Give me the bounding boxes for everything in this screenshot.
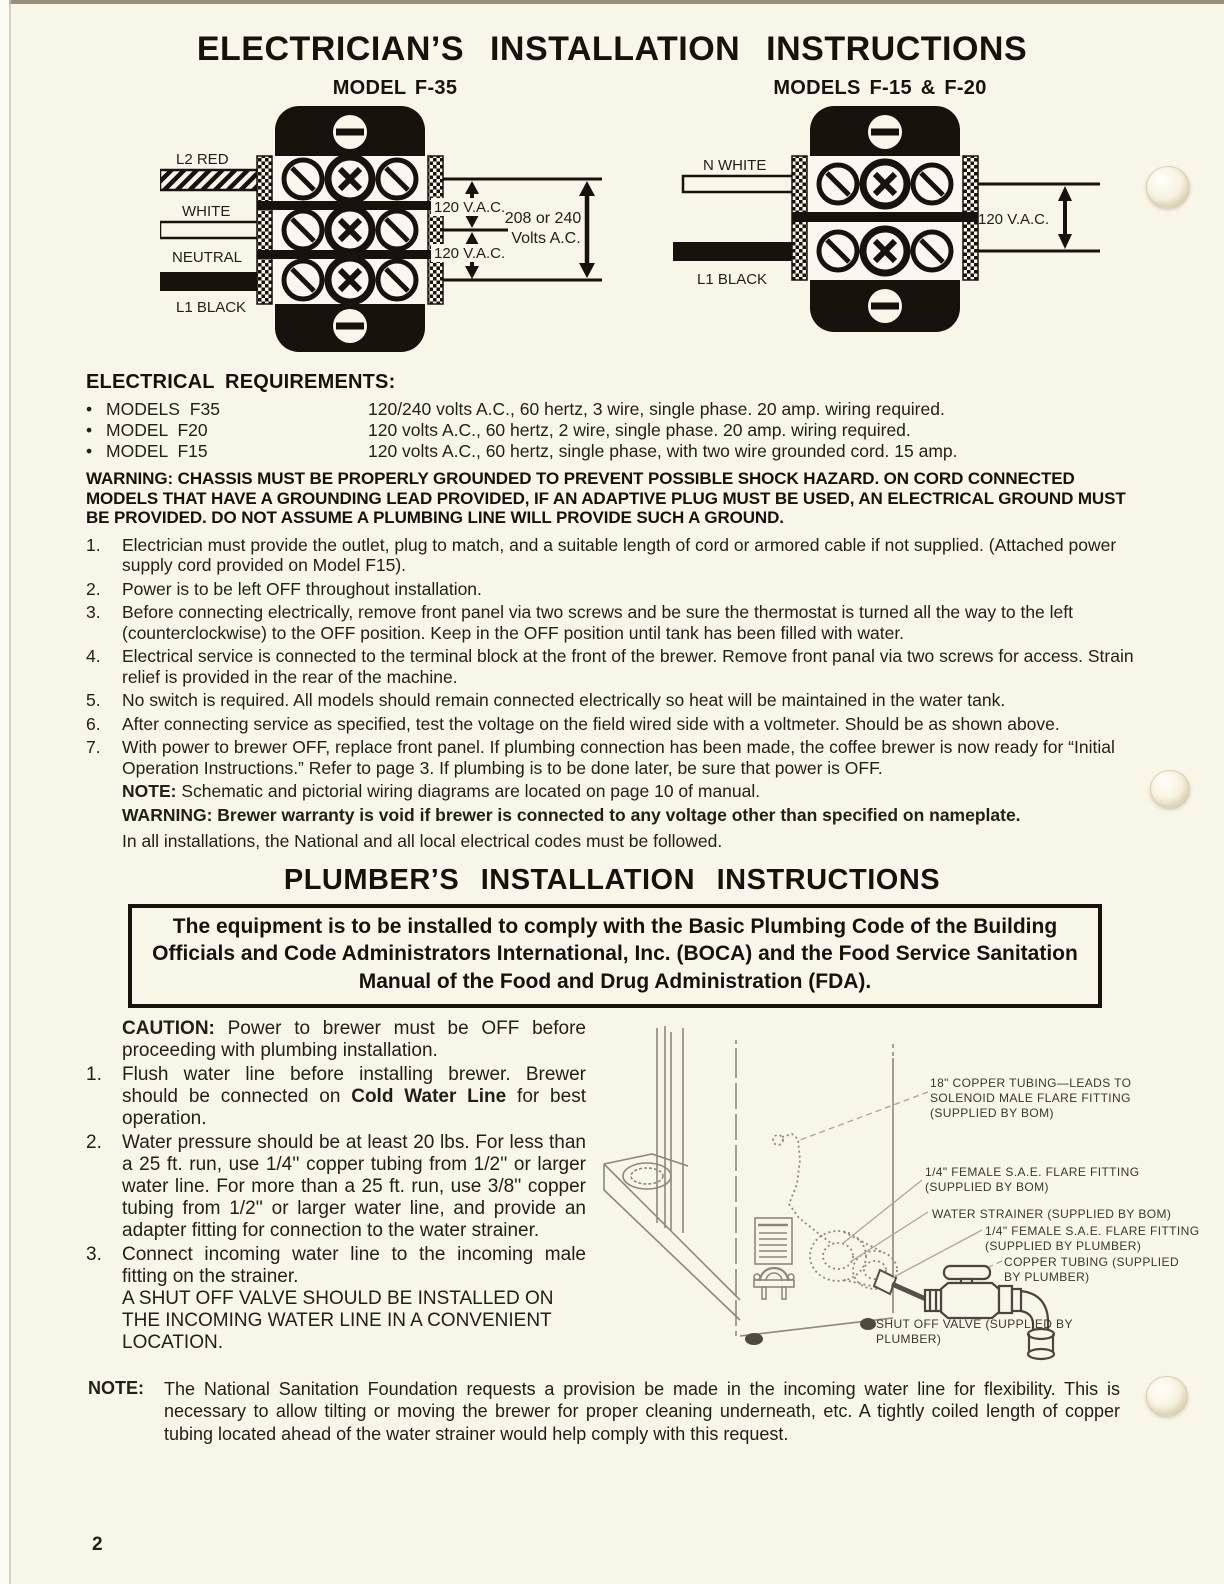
step-number: 2.: [86, 578, 101, 599]
step-number: 7.: [86, 737, 101, 757]
shut-off-valve-caps-text: A SHUT OFF VALVE SHOULD BE INSTALLED ON THE INCOMING WATER LINE IN A CONVENIENT LOCATION.: [122, 1287, 554, 1353]
f35-wire-label-white: WHITE: [182, 203, 231, 220]
step-text: Electrician must provide the outlet, plug to match, and a suitable length of cord or armored cable if not supplied. (Attached power supply cord provided on Model F15).: [122, 534, 1117, 575]
caution-body: Power to brewer must be OFF before proceeding with plumbing installation.: [122, 1017, 586, 1061]
terminal-block-diagram-f35: [160, 102, 630, 360]
electrical-requirements-heading: ELECTRICAL REQUIREMENTS:: [86, 371, 396, 393]
list-item: [86, 690, 1138, 711]
caution-paragraph: [86, 1018, 586, 1062]
step-text: Electrical service is connected to the terminal block at the front of the brewer. Remove front panal via two screws for access. Strain relief is provided in the rear of the machine.: [122, 646, 1134, 687]
step-text: [122, 1064, 586, 1130]
f35-terminals: [284, 157, 416, 302]
step-number: 1.: [86, 1063, 102, 1085]
step-text: [122, 1244, 586, 1354]
note-text: Schematic and pictorial wiring diagrams are located on page 10 of manual.: [181, 781, 761, 801]
f35-wire-label-neutral: NEUTRAL: [172, 249, 243, 266]
scan-artifact-bubble: [1146, 1376, 1188, 1416]
callout-flare-fitting-plumber: 1/4" FEMALE S.A.E. FLARE FITTING (SUPPLIED BY PLUMBER): [985, 1223, 1200, 1253]
spacer: [86, 1018, 122, 1062]
callout-copper-tubing-bom: 18" COPPER TUBING—LEADS TO SOLENOID MALE FLARE FITTING (SUPPLIED BY BOM): [930, 1075, 1132, 1120]
f1520-volt-label: 120 V.A.C.: [978, 211, 1050, 228]
step-text-post: for best operation.: [122, 1085, 586, 1129]
list-item: [86, 646, 1138, 687]
callout-flare-fitting-bom: 1/4" FEMALE S.A.E. FLARE FITTING (SUPPLIED BY BOM): [925, 1164, 1140, 1194]
f1520-terminal-block: [792, 106, 978, 332]
scan-artifact-bubble: [1150, 770, 1190, 808]
warranty-warning-paragraph: [122, 805, 1138, 826]
step-text: Power is to be left OFF throughout installation.: [122, 578, 482, 599]
list-item: [86, 737, 1138, 778]
step-number: 3.: [86, 1243, 102, 1265]
f35-span-label-line1: 208 or 240: [504, 210, 582, 227]
requirement-row: [86, 420, 1138, 440]
callout-shut-off-valve: SHUT OFF VALVE (SUPPLIED BY PLUMBER): [876, 1316, 1073, 1346]
bullet: •: [86, 441, 93, 461]
caution-text: [122, 1018, 586, 1062]
f35-wire-label-l1-black: L1 BLACK: [176, 299, 247, 316]
step-number: 3.: [86, 602, 101, 622]
diagram-f35-title: MODEL F-35: [332, 77, 458, 99]
note-label: NOTE:: [122, 781, 177, 801]
step-number: 2.: [86, 1131, 102, 1153]
callout-copper-tubing-plumber: COPPER TUBING (SUPPLIED BY PLUMBER): [1004, 1254, 1180, 1284]
list-item: [86, 1132, 586, 1242]
f1520-wire-label-l1-black: L1 BLACK: [697, 271, 768, 288]
grounding-warning: WARNING: CHASSIS MUST BE PROPERLY GROUNDED TO PREVENT POSSIBLE SHOCK HAZARD. ON CORD CONNECTED MODELS THAT HAVE A GROUNDING LEAD PROVIDED, IF AN ADAPTIVE PLUG MUST BE USED, AN ELECTRICAL GROUND MUST BE PROVIDED. DO NOT ASSUME A PLUMBING LINE WILL PROVIDE SUCH A GROUND.: [86, 469, 1126, 527]
list-item: [86, 602, 1138, 643]
list-item: [86, 714, 1138, 735]
electrician-steps: [86, 535, 1138, 779]
codes-closing-line: In all installations, the National and all local electrical codes must be followed.: [122, 831, 723, 851]
internal-tubing-dotted: [773, 1134, 897, 1289]
requirement-spec: 120/240 volts A.C., 60 hertz, 3 wire, single phase. 20 amp. wiring required.: [368, 399, 945, 419]
note-text: The National Sanitation Foundation requests a provision be made in the incoming water line for flexibility. This is necessary to allow tilting or moving the brewer for proper cleaning underneath, etc. A tightly coiled length of copper tubing located ahead of the water strainer would help comply with this request.: [164, 1378, 1120, 1444]
caution-label: CAUTION:: [122, 1017, 215, 1039]
requirement-row: [86, 399, 1138, 419]
electrical-requirements-section: [86, 371, 1138, 852]
plumber-steps-column: [86, 1018, 586, 1366]
step-text: Before connecting electrically, remove front panel via two screws and be sure the thermostat is turned all the way to the left (counterclockwise) to the OFF position. Keep in the OFF position until tank has been filled with water.: [122, 602, 1073, 643]
requirement-model: MODEL F15: [106, 441, 208, 461]
list-item: [86, 1064, 586, 1130]
requirement-model: MODELS F35: [106, 399, 220, 419]
note-label: NOTE:: [88, 1377, 144, 1398]
plumber-section: [0, 864, 1224, 1445]
warning-text: Brewer warranty is void if brewer is connected to any voltage other than specified on nameplate.: [217, 804, 1021, 825]
list-item: [86, 1244, 586, 1354]
brewer-figure: [592, 1018, 1206, 1366]
plumber-heading: PLUMBER’S INSTALLATION INSTRUCTIONS: [283, 864, 941, 896]
step-number: 6.: [86, 713, 101, 734]
note-paragraph: [122, 781, 1138, 802]
step-text-pre: Flush water line before installing brewer. Brewer should be connected on: [122, 1063, 586, 1107]
outlet-fitting: [874, 1270, 928, 1300]
requirement-row: [86, 441, 1138, 461]
callout-water-strainer: WATER STRAINER (SUPPLIED BY BOM): [932, 1206, 1172, 1221]
step-text: Water pressure should be at least 20 lbs. For less than a 25 ft. run, use 1/4'' copper tubing from 1/2'' or larger water line. For more than a 25 ft. run, use 3/8'' copper tubing from 1/2'' or larger water line, and provide an adapter fitting for connection to the water strainer.: [122, 1131, 586, 1241]
step-number: 1.: [86, 534, 101, 555]
nsf-note: [88, 1378, 1120, 1446]
f35-volt-label-bottom: 120 V.A.C.: [434, 245, 506, 262]
bullet: •: [86, 399, 93, 419]
page-title: ELECTRICIAN’S INSTALLATION INSTRUCTIONS: [196, 30, 1028, 68]
f35-wire-label-l2-red: L2 RED: [176, 151, 229, 168]
brewer-body: [604, 1026, 893, 1336]
step-text: With power to brewer OFF, replace front panel. If plumbing connection has been made, the coffee brewer is now ready for “Initial Operation Instructions.” Refer to page 3. If plumbing is to be done later, be sure that power is OFF.: [122, 737, 1115, 778]
step-text: No switch is required. All models should remain connected electrically so heat will be maintained in the water tank.: [122, 690, 1006, 710]
diagram-models-f15-f20: [645, 77, 1115, 338]
scan-edge-top: [0, 0, 1224, 4]
requirement-model: MODEL F20: [106, 420, 208, 440]
list-item: [86, 535, 1138, 576]
wiring-diagrams: [0, 77, 1224, 365]
step-text-main: Connect incoming water line to the incoming male fitting on the strainer.: [122, 1243, 586, 1287]
plumbing-code-box: The equipment is to be installed to comply with the Basic Plumbing Code of the Building Officials and Code Administrators International, Inc. (BOCA) and the Food Service Sanitation Manual of the Food and Drug Administration (FDA).: [128, 904, 1102, 1008]
list-item: [86, 579, 1138, 600]
plumber-columns: [0, 1018, 1224, 1366]
step-number: 5.: [86, 690, 101, 710]
bullet: •: [86, 420, 93, 440]
diagram-model-f35: [160, 77, 630, 360]
cold-water-line-emphasis: Cold Water Line: [351, 1085, 507, 1107]
warning-label: WARNING:: [122, 804, 213, 825]
page-number: 2: [92, 1534, 103, 1555]
step-text: After connecting service as specified, test the voltage on the field wired side with a voltmeter. Should be as shown above.: [122, 713, 1060, 734]
terminal-block-diagram-f1520: [645, 102, 1115, 338]
requirement-spec: 120 volts A.C., 60 hertz, 2 wire, single phase. 20 amp. wiring required.: [368, 420, 911, 440]
f1520-wire-label-n-white: N WHITE: [703, 157, 767, 174]
step-number: 4.: [86, 646, 101, 666]
f35-span-label-line2: Volts A.C.: [511, 230, 581, 247]
requirement-spec: 120 volts A.C., 60 hertz, single phase, with two wire grounded cord. 15 amp.: [368, 441, 958, 461]
f35-volt-label-top: 120 V.A.C.: [434, 199, 506, 216]
diagram-f1520-title: MODELS F-15 & F-20: [773, 77, 987, 99]
